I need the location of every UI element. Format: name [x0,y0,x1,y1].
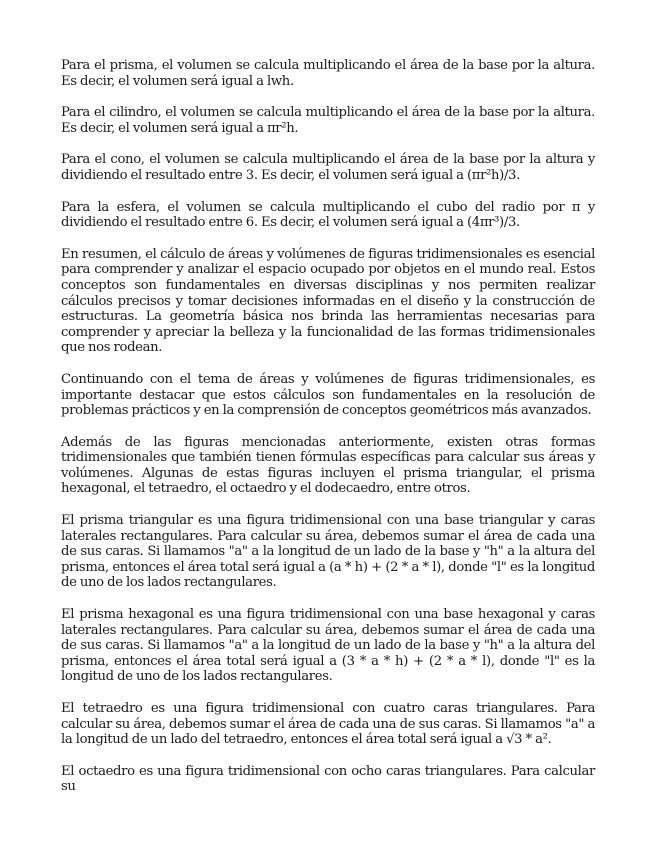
paragraph-other-figures: Además de las figuras mencionadas anteriormente, existen otras formas tridimensionales que también tienen fórmulas específicas para calcular sus áreas y volúmenes. Algunas de estas figuras incluyen el prisma triangular, el prisma hexagonal, el tetraedro, el octaedro y el dodecaedro, entre otros. [61,434,595,497]
paragraph-cylinder-volume: Para el cilindro, el volumen se calcula multiplicando el área de la base por la altura. Es decir, el volumen será igual a πr²h. [61,105,595,136]
document-page [61,58,595,795]
paragraph-tetrahedron: El tetraedro es una figura tridimensional con cuatro caras triangulares. Para calcular su área, debemos sumar el área de cada una de sus caras. Si llamamos "a" a la longitud de un lado del tetraedro, entonces el área total será igual a √3 * a². [61,701,595,748]
paragraph-continuation: Continuando con el tema de áreas y volúmenes de figuras tridimensionales, es importante destacar que estos cálculos son fundamentales en la resolución de problemas prácticos y en la comprensión de conceptos geométricos más avanzados. [61,371,595,419]
paragraph-prism-volume: Para el prisma, el volumen se calcula multiplicando el área de la base por la altura. Es decir, el volumen será igual a lwh. [61,58,595,89]
paragraph-triangular-prism: El prisma triangular es una figura tridimensional con una base triangular y caras laterales rectangulares. Para calcular su área, debemos sumar el área de cada una de sus caras. Si llamamos "a" a la longitud de un lado de la base y "h" a la altura del prisma, entonces el área total será igual a (a * h) + (2 * a * l), donde "l" es la longitud de uno de los lados rectangulares. [61,513,595,591]
paragraph-cone-volume: Para el cono, el volumen se calcula multiplicando el área de la base por la altura y dividiendo el resultado entre 3. Es decir, el volumen será igual a (πr²h)/3. [61,152,595,183]
paragraph-sphere-volume: Para la esfera, el volumen se calcula multiplicando el cubo del radio por π y dividiendo el resultado entre 6. Es decir, el volumen será igual a (4πr³)/3. [61,199,595,231]
paragraph-summary: En resumen, el cálculo de áreas y volúmenes de figuras tridimensionales es esencial para comprender y analizar el espacio ocupado por objetos en el mundo real. Estos conceptos son fundamentales en diversas disciplinas y nos permiten realizar cálculos precisos y tomar decisiones informadas en el diseño y la construcción de estructuras. La geometría básica nos brinda las herramientas necesarias para comprender y apreciar la belleza y la funcionalidad de las formas tridimensionales que nos rodean. [61,246,595,356]
paragraph-octahedron: El octaedro es una figura tridimensional con ocho caras triangulares. Para calcular su [61,763,595,795]
paragraph-hexagonal-prism: El prisma hexagonal es una figura tridimensional con una base hexagonal y caras laterales rectangulares. Para calcular su área, debemos sumar el área de cada una de sus caras. Si llamamos "a" a la longitud de un lado de la base y "h" a la altura del prisma, entonces el área total será igual a (3 * a * h) + (2 * a * l), donde "l" es la longitud de uno de los lados rectangulares. [61,607,595,685]
